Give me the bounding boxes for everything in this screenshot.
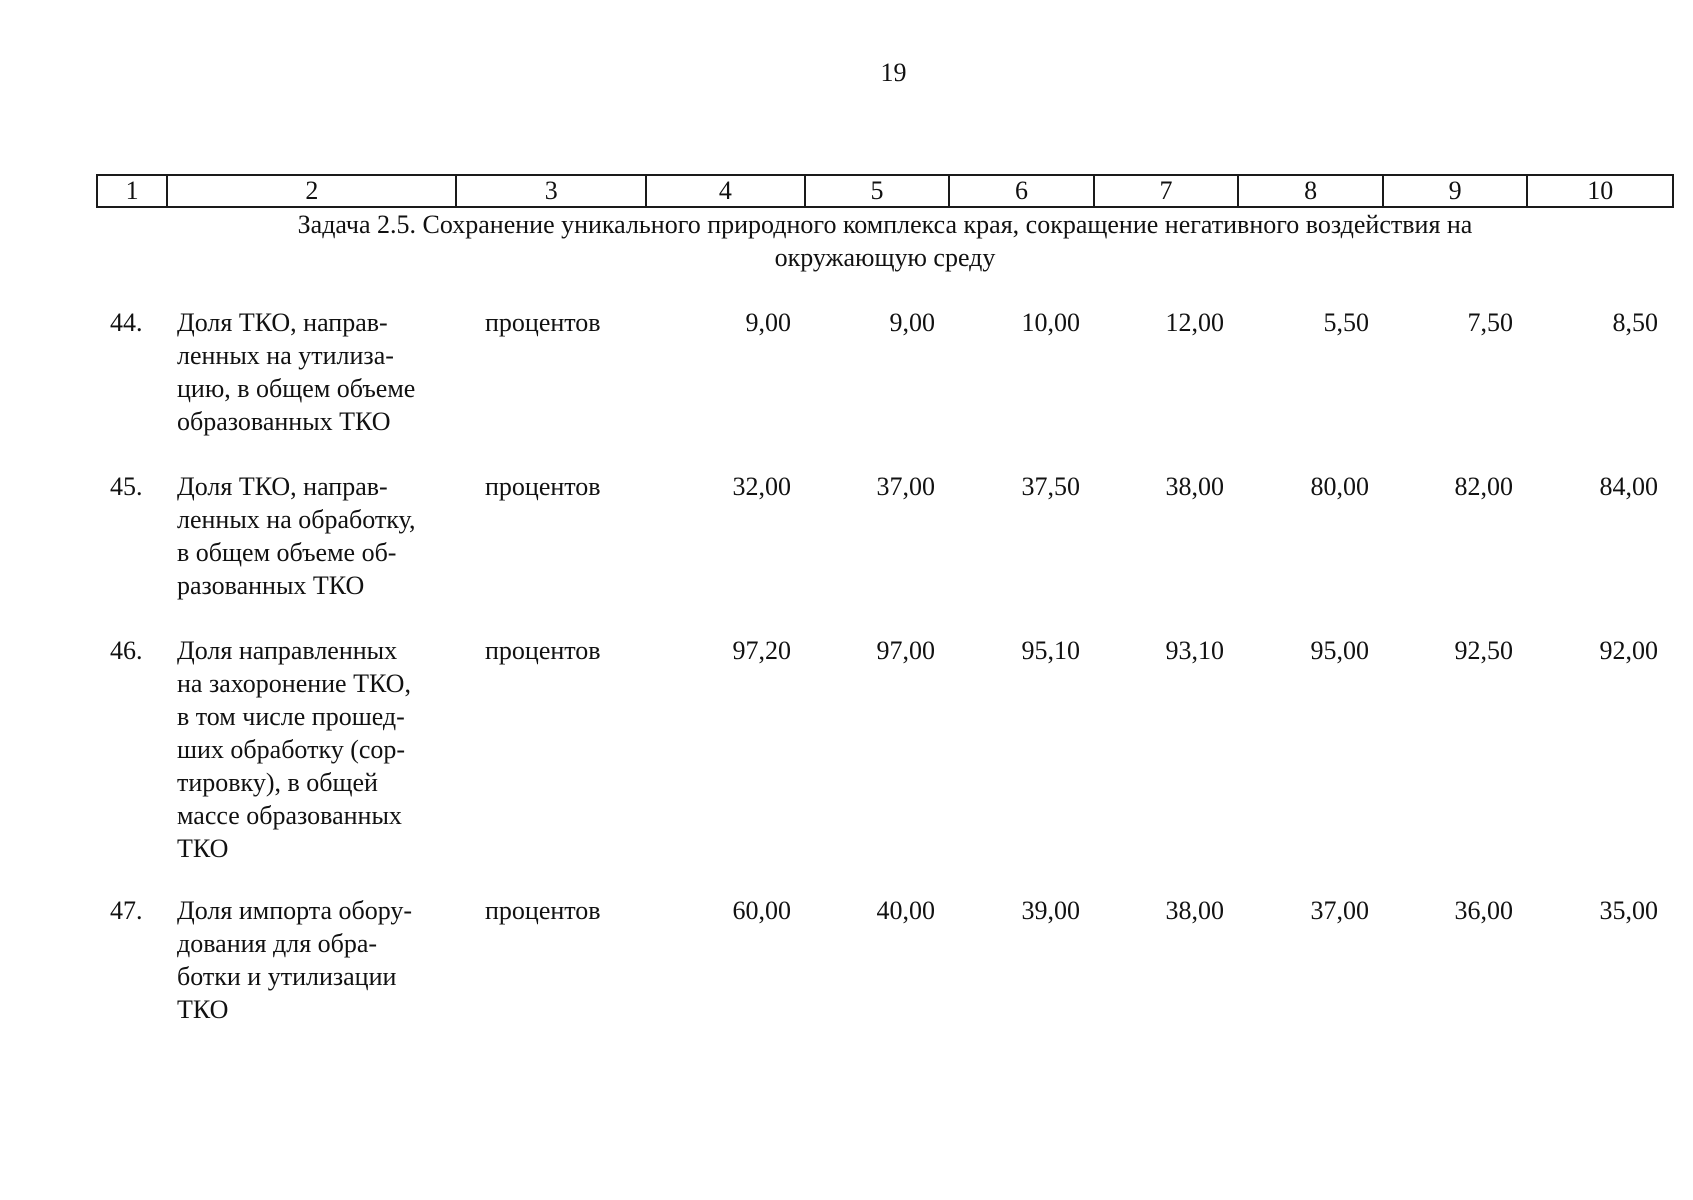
- value-col-9: 7,50: [1467, 308, 1513, 337]
- column-number-header: [96, 174, 1674, 208]
- unit: процентов: [485, 636, 601, 665]
- value-col-4: 32,00: [732, 472, 791, 501]
- value-col-8: 95,00: [1310, 636, 1369, 665]
- header-cell: 8: [1238, 175, 1383, 207]
- value-col-4: 9,00: [745, 308, 791, 337]
- value-col-8: 5,50: [1323, 308, 1369, 337]
- value-col-8: 80,00: [1310, 472, 1369, 501]
- value-col-9: 36,00: [1454, 896, 1513, 925]
- header-cell: 10: [1527, 175, 1673, 207]
- indicator-name: Доля импорта обору- дования для обра- ботки и утилизации ТКО: [177, 896, 413, 1024]
- value-col-7: 38,00: [1165, 472, 1224, 501]
- value-col-9: 82,00: [1454, 472, 1513, 501]
- value-col-7: 38,00: [1165, 896, 1224, 925]
- value-col-8: 37,00: [1310, 896, 1369, 925]
- task-title: Задача 2.5. Сохранение уникального природного комплекса края, сокращение негативного воздействия на окружающую среду: [297, 210, 1473, 272]
- row-number: 45.: [110, 472, 143, 501]
- header-cell: 2: [167, 175, 456, 207]
- indicator-name: Доля направленных на захоронение ТКО, в том числе прошед- ших обработку (сор- тировку), в общей массе образованных ТКО: [177, 636, 411, 863]
- row-number: 47.: [110, 896, 143, 925]
- value-col-4: 60,00: [732, 896, 791, 925]
- value-col-6: 95,10: [1021, 636, 1080, 665]
- value-col-10: 35,00: [1599, 896, 1658, 925]
- value-col-10: 84,00: [1599, 472, 1658, 501]
- header-cell: 6: [949, 175, 1094, 207]
- unit: процентов: [485, 472, 601, 501]
- value-col-7: 93,10: [1165, 636, 1224, 665]
- header-cell: 7: [1094, 175, 1239, 207]
- value-col-10: 92,00: [1599, 636, 1658, 665]
- value-col-5: 37,00: [876, 472, 935, 501]
- indicator-name: Доля ТКО, направ- ленных на обработку, в общем объеме об- разованных ТКО: [177, 472, 416, 600]
- value-col-6: 10,00: [1021, 308, 1080, 337]
- row-number: 46.: [110, 636, 143, 665]
- header-cell: 5: [805, 175, 950, 207]
- value-col-7: 12,00: [1165, 308, 1224, 337]
- header-cell: 1: [97, 175, 167, 207]
- header-cell: 3: [456, 175, 646, 207]
- header-cell: 4: [646, 175, 805, 207]
- value-col-9: 92,50: [1454, 636, 1513, 665]
- value-col-6: 39,00: [1021, 896, 1080, 925]
- page-number: 19: [880, 58, 907, 87]
- row-number: 44.: [110, 308, 143, 337]
- value-col-5: 9,00: [889, 308, 935, 337]
- indicator-name: Доля ТКО, направ- ленных на утилиза- цию, в общем объеме образованных ТКО: [177, 308, 416, 436]
- unit: процентов: [485, 896, 601, 925]
- value-col-4: 97,20: [732, 636, 791, 665]
- value-col-10: 8,50: [1612, 308, 1658, 337]
- unit: процентов: [485, 308, 601, 337]
- value-col-5: 40,00: [876, 896, 935, 925]
- value-col-6: 37,50: [1021, 472, 1080, 501]
- value-col-5: 97,00: [876, 636, 935, 665]
- header-cell: 9: [1383, 175, 1528, 207]
